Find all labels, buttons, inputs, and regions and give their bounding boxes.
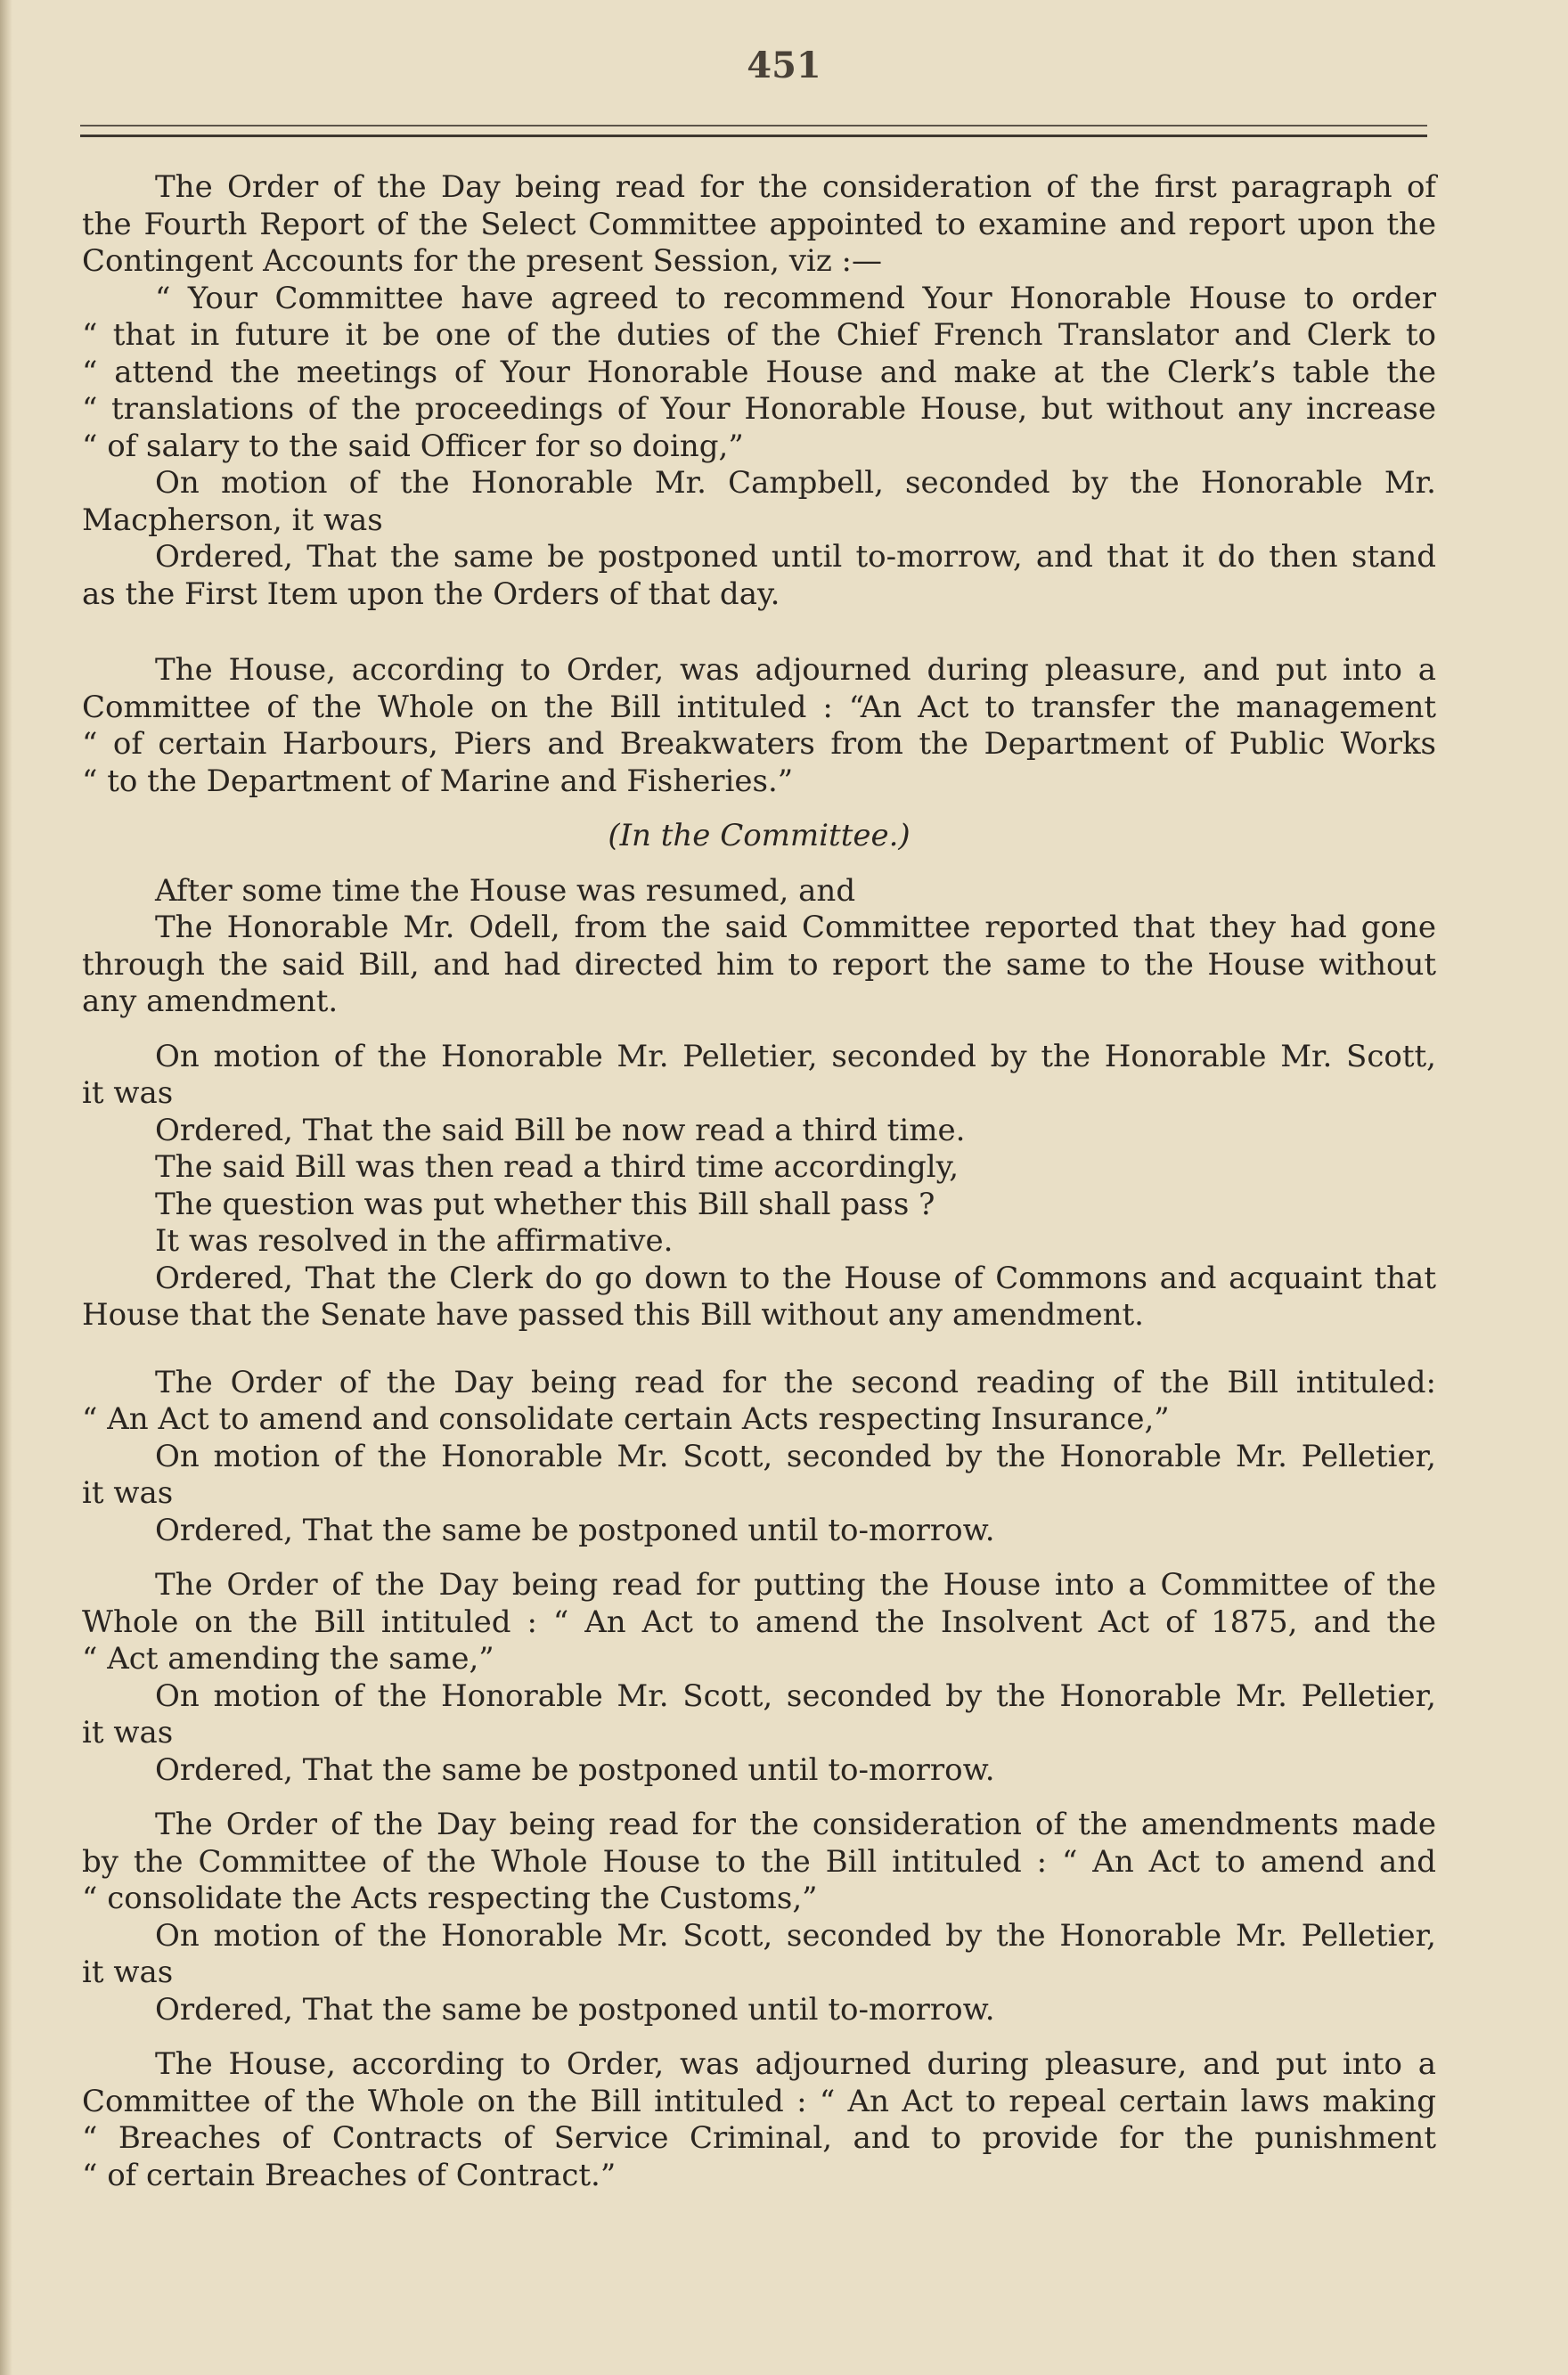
paragraph-committee-report — [82, 873, 1436, 1021]
text-line: it was — [82, 1955, 174, 1990]
text-line: After some time the House was resumed, and — [155, 872, 856, 909]
text-line: On motion of the Honorable Mr. Campbell, seconded by the Honorable Mr. — [155, 465, 1436, 501]
header-rule-thick — [80, 135, 1427, 137]
text-line: “ Your Committee have agreed to recommend Your Honorable House to order — [155, 280, 1436, 316]
text-line: “ of certain Breaches of Contract.” — [82, 2157, 617, 2193]
text-line: Committee of the Whole on the Bill intituled : “An Act to transfer the management — [82, 689, 1436, 725]
text-line: it was — [82, 1715, 174, 1751]
text-line: The Order of the Day being read for putting the House into a Committee of the — [155, 1567, 1436, 1603]
text-line: any amendment. — [82, 983, 339, 1019]
text-line: “ Breaches of Contracts of Service Criminal, and to provide for the punishment — [82, 2120, 1436, 2156]
text-line: The Order of the Day being read for the consideration of the amendments made — [155, 1807, 1436, 1842]
text-line: Committee of the Whole on the Bill intituled : “ An Act to repeal certain laws making — [82, 2083, 1436, 2119]
text-line: The House, according to Order, was adjourned during pleasure, and put into a — [155, 2046, 1436, 2082]
text-line: “ attend the meetings of Your Honorable House and make at the Clerk’s table the — [82, 354, 1436, 390]
text-line: “ of salary to the said Officer for so doing,” — [82, 428, 744, 464]
paragraph-motion-campbell — [82, 465, 1436, 613]
text-line: Ordered, That the Clerk do go down to the House of Commons and acquaint that — [155, 1260, 1436, 1296]
text-line: On motion of the Honorable Mr. Pelletier, seconded by the Honorable Mr. Scott, — [155, 1038, 1436, 1074]
text-line: “ consolidate the Acts respecting the Customs,” — [82, 1881, 818, 1916]
text-line: “ to the Department of Marine and Fisheries.” — [82, 763, 794, 799]
paragraph-report-committee — [82, 169, 1436, 465]
text-line: Whole on the Bill intituled : “ An Act to amend the Insolvent Act of 1875, and the — [82, 1604, 1436, 1640]
text-line: The Order of the Day being read for the consideration of the first paragraph of — [155, 169, 1436, 205]
text-line: On motion of the Honorable Mr. Scott, seconded by the Honorable Mr. Pelletier, — [155, 1917, 1436, 1954]
paragraph-in-committee — [82, 818, 1436, 855]
page-body — [82, 169, 1436, 2194]
paragraph-customs-bill — [82, 1807, 1436, 2028]
text-line: Contingent Accounts for the present Session, viz :— — [82, 243, 882, 279]
text-line: “ that in future it be one of the duties of the Chief French Translator and Clerk to — [82, 317, 1436, 353]
paragraph-harbours-bill — [82, 652, 1436, 800]
text-line: The question was put whether this Bill shall pass ? — [155, 1186, 935, 1222]
text-line: On motion of the Honorable Mr. Scott, seconded by the Honorable Mr. Pelletier, — [155, 1677, 1436, 1714]
text-line: “ Act amending the same,” — [82, 1641, 494, 1677]
binding-edge — [0, 0, 12, 2375]
text-line: The Order of the Day being read for the second reading of the Bill intituled: — [155, 1364, 1436, 1400]
text-line: Ordered, That the same be postponed until to-morrow. — [155, 1512, 995, 1548]
text-line: it was — [82, 1075, 174, 1111]
header-rule-thin — [80, 125, 1427, 127]
paragraph-third-reading — [82, 1039, 1436, 1334]
paragraph-insolvent-act — [82, 1567, 1436, 1789]
text-line: The said Bill was then read a third time accordingly, — [155, 1149, 960, 1185]
text-line: Macpherson, it was — [82, 502, 383, 538]
text-line: Ordered, That the same be postponed until to-morrow. — [155, 1991, 995, 2028]
paragraph-contracts-bill — [82, 2046, 1436, 2194]
text-line: Ordered, That the same be postponed until to-morrow, and that it do then stand — [155, 539, 1436, 575]
text-line: through the said Bill, and had directed him to report the same to the House without — [82, 946, 1436, 983]
text-line: The House, according to Order, was adjourned during pleasure, and put into a — [155, 652, 1436, 688]
section-heading: (In the Committee.) — [608, 818, 911, 853]
text-line: On motion of the Honorable Mr. Scott, seconded by the Honorable Mr. Pelletier, — [155, 1438, 1436, 1474]
text-line: “ translations of the proceedings of Your Honorable House, but without any increase — [82, 391, 1436, 427]
text-line: Ordered, That the said Bill be now read a third time. — [155, 1112, 966, 1148]
text-line: by the Committee of the Whole House to the Bill intituled : “ An Act to amend and — [82, 1843, 1436, 1880]
text-line: Ordered, That the same be postponed until to-morrow. — [155, 1751, 995, 1788]
text-line: The Honorable Mr. Odell, from the said Committee reported that they had gone — [155, 910, 1436, 945]
text-line: the Fourth Report of the Select Committee appointed to examine and report upon the — [82, 206, 1436, 242]
text-line: it was — [82, 1475, 174, 1511]
text-line: It was resolved in the affirmative. — [155, 1223, 674, 1259]
text-line: House that the Senate have passed this Bill without any amendment. — [82, 1297, 1144, 1333]
text-line: as the First Item upon the Orders of that day. — [82, 575, 780, 612]
text-line: “ An Act to amend and consolidate certain Acts respecting Insurance,” — [82, 1401, 1170, 1437]
text-line: “ of certain Harbours, Piers and Breakwaters from the Department of Public Works — [82, 726, 1436, 762]
page-number: 451 — [747, 45, 821, 86]
paragraph-insurance-bill — [82, 1365, 1436, 1550]
